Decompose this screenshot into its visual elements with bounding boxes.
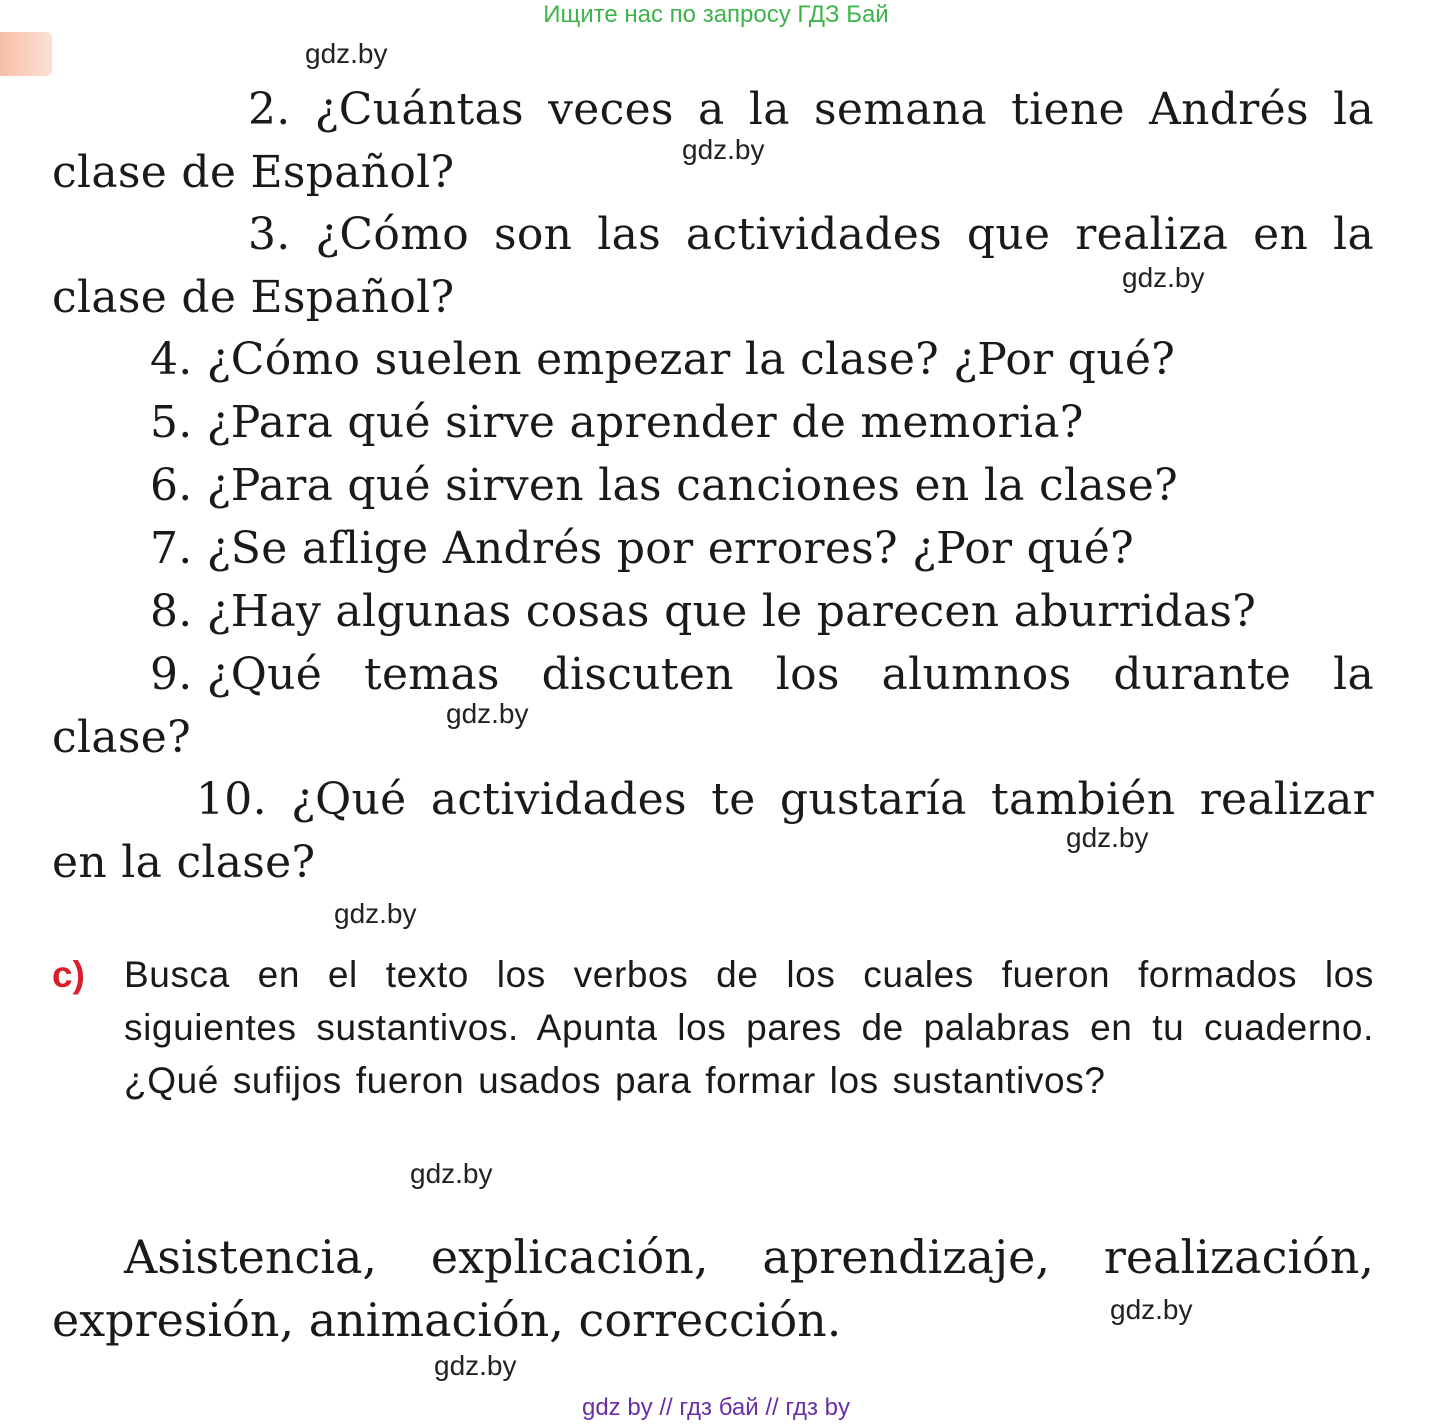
question-text: ¿Se aflige Andrés por errores? ¿Por qué? xyxy=(206,523,1134,574)
question-number: 3. xyxy=(248,209,291,260)
question-number: 2. xyxy=(248,84,291,135)
question-text-continued: clase? xyxy=(52,712,191,763)
question-word: discuten xyxy=(541,649,734,700)
noun-list: Asistencia, explicación, aprendizaje, realización, expresión, animación, corrección. xyxy=(52,1230,1374,1347)
watermark: gdz.by xyxy=(305,38,388,69)
watermark: gdz.by xyxy=(1122,262,1205,293)
question-text: ¿Cómo son las actividades que realiza en la clase de Español? xyxy=(52,209,1374,323)
question-text: ¿Qué actividades te gustaría también realizar en la clase? xyxy=(52,774,1374,888)
task-label: c) xyxy=(52,954,85,995)
watermark: gdz.by xyxy=(334,898,417,929)
watermark: gdz.by xyxy=(1110,1294,1193,1325)
question-word: temas xyxy=(363,649,500,700)
watermark: gdz.by xyxy=(1066,822,1149,853)
question-word: los xyxy=(775,649,840,700)
watermark: gdz.by xyxy=(446,698,529,729)
question-10 xyxy=(52,768,1374,894)
question-word: la xyxy=(1333,649,1374,700)
task-instructions: Busca en el texto los verbos de los cuales fueron formados los siguientes sustantivos. Apunta los pares de palabras en tu cuaderno. ¿Qué sufijos fueron usados para formar los sustantivos? xyxy=(124,954,1374,1101)
question-number: 8. xyxy=(150,586,193,637)
page-corner-tab xyxy=(0,32,52,76)
watermark: gdz.by xyxy=(682,134,765,165)
search-banner[interactable]: Ищите нас по запросу ГДЗ Бай xyxy=(543,1,889,28)
question-8 xyxy=(52,580,1374,643)
question-number: 4. xyxy=(150,334,193,385)
task-c xyxy=(52,948,1374,1107)
question-3 xyxy=(52,203,1374,329)
footer-links[interactable]: gdz by // гдз бай // гдз by xyxy=(581,1394,851,1421)
question-number: 9. ¿Qué xyxy=(150,649,323,700)
question-5 xyxy=(52,391,1374,454)
question-number: 7. xyxy=(150,523,193,574)
question-word: durante xyxy=(1113,649,1292,700)
question-2 xyxy=(52,78,1374,204)
question-4 xyxy=(52,328,1374,391)
question-text: ¿Cuántas veces a la semana tiene Andrés la clase de Español? xyxy=(52,84,1374,198)
question-7 xyxy=(52,517,1374,580)
question-number: 10. xyxy=(196,774,267,825)
question-number: 6. xyxy=(150,460,193,511)
watermark: gdz.by xyxy=(410,1158,493,1189)
question-word: alumnos xyxy=(881,649,1072,700)
question-number: 5. xyxy=(150,397,193,448)
question-6 xyxy=(52,454,1374,517)
watermark: gdz.by xyxy=(434,1350,517,1381)
question-text: ¿Hay algunas cosas que le parecen aburridas? xyxy=(206,586,1257,637)
question-text: ¿Cómo suelen empezar la clase? ¿Por qué? xyxy=(206,334,1176,385)
question-9 xyxy=(52,643,1374,769)
question-text: ¿Para qué sirve aprender de memoria? xyxy=(206,397,1084,448)
question-text: ¿Para qué sirven las canciones en la clase? xyxy=(206,460,1178,511)
